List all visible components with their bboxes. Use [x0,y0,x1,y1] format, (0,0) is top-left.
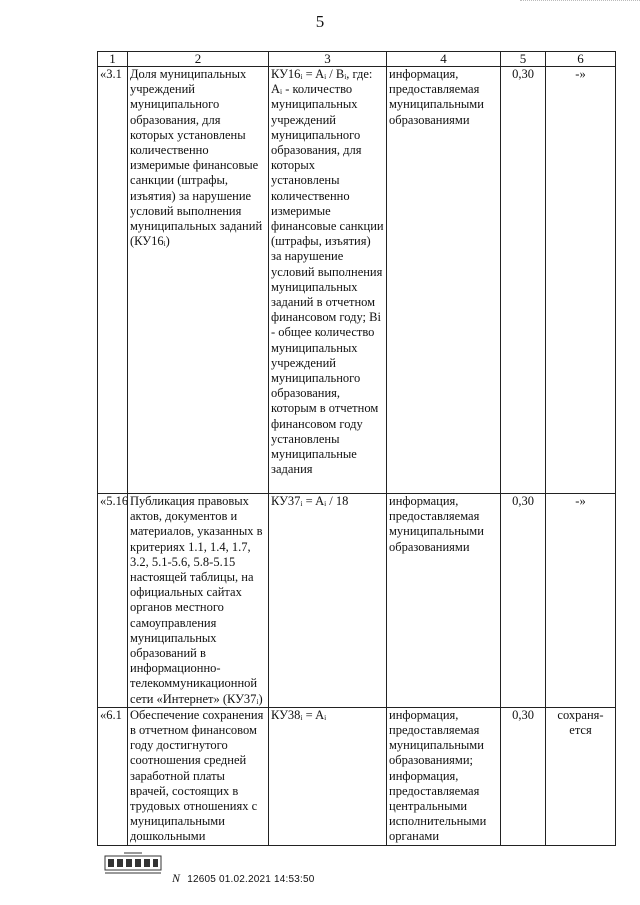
column-header: 5 [501,52,546,67]
indicator-cell: Публикация правовых актов, документов и материалов, указанных в критериях 1.1, 1.4, 1.7, 3.2, 5.1-5.6, 5.8-5.15 настоящей таблицы, на официальных сайтах органов местного самоуправления муниципальных образований в информационно-телекоммуникационной сети «Интернет» (КУ37ᵢ) [128,494,269,708]
registration-footer [172,871,315,886]
formula-cell: КУ16ᵢ = Aᵢ / Bᵢ, где: Aᵢ - количество муниципальных учреждений муниципального образования, для которых установлены количественно измеримые финансовые санкции (штрафы, изъятия) за нарушение условий выполнения муниципальных заданий в отчетном финансовом году; Bi - общее количество муниципальных учреждений муниципального образования, которым в отчетном финансовом году установлены муниципальные задания [269,67,387,494]
note-cell: сохраня-ется [546,707,616,845]
scan-edge-mark [520,0,640,9]
table-row [98,67,616,494]
criteria-table [97,51,616,846]
page-number: 5 [315,12,325,31]
indicator-cell: Обеспечение сохранения в отчетном финансовом году достигнутого соотношения средней заработной платы врачей, состоящих в трудовых отношениях с муниципальными дошкольными [128,707,269,845]
note-cell: -» [546,67,616,494]
registry-stamp-logo [104,850,162,876]
row-number: «5.16 [98,494,128,708]
column-header: 3 [269,52,387,67]
note-cell: -» [546,494,616,708]
weight-cell: 0,30 [501,67,546,494]
table-row [98,707,616,845]
weight-cell: 0,30 [501,494,546,708]
formula-cell: КУ38ᵢ = Aᵢ [269,707,387,845]
formula-cell: КУ37ᵢ = Aᵢ / 18 [269,494,387,708]
registration-number-date: 12605 01.02.2021 14:53:50 [187,874,315,885]
column-header: 6 [546,52,616,67]
column-header: 4 [387,52,501,67]
source-cell: информация, предоставляемая муниципальными образованиями [387,494,501,708]
row-number: «6.1 [98,707,128,845]
indicator-cell: Доля муниципальных учреждений муниципального образования, для которых установлены количественно измеримые финансовые санкции (штрафы, изъятия) за нарушение условий выполнения муниципальных заданий (КУ16ᵢ) [128,67,269,494]
column-header: 2 [128,52,269,67]
row-number: «3.1 [98,67,128,494]
weight-cell: 0,30 [501,707,546,845]
table-row [98,494,616,708]
column-header: 1 [98,52,128,67]
source-cell: информация, предоставляемая муниципальными образованиями; информация, предоставляемая центральными исполнительными органами [387,707,501,845]
footer-symbol: N [172,871,181,885]
source-cell: информация, предоставляемая муниципальными образованиями [387,67,501,494]
table-header-row [98,52,616,67]
